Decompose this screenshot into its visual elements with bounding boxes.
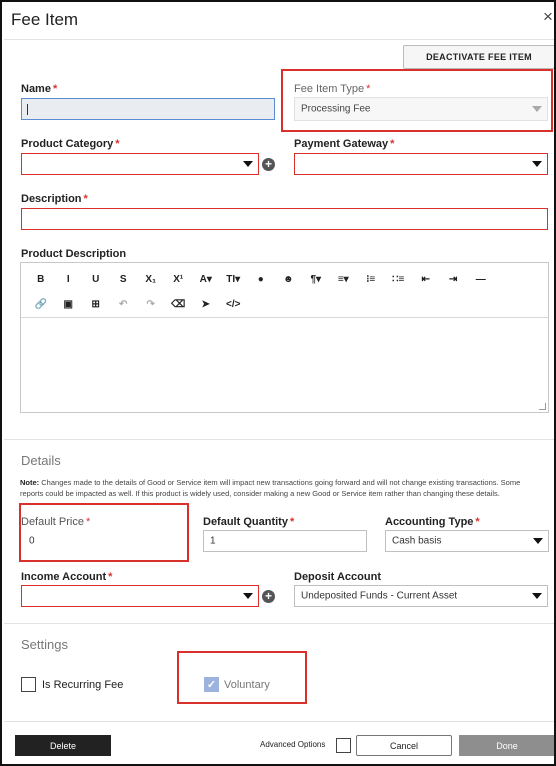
description-input[interactable] bbox=[21, 208, 548, 230]
select-cursor-icon[interactable]: ➤ bbox=[201, 298, 210, 310]
eraser-icon[interactable]: ⌫ bbox=[171, 298, 186, 310]
default-price-input[interactable]: 0 bbox=[21, 530, 185, 552]
voluntary-label: Voluntary bbox=[224, 679, 270, 691]
rich-text-editor bbox=[20, 262, 549, 413]
editor-toolbar-row1 bbox=[27, 268, 495, 290]
fee-item-type-select[interactable]: Processing Fee bbox=[294, 97, 548, 121]
default-quantity-input[interactable]: 1 bbox=[203, 530, 367, 552]
close-icon[interactable]: × bbox=[543, 7, 553, 26]
details-note: Note: Changes made to the details of Good or Service item will impact new transactions going forward and will not change existing transactions. Some reports could be impacted as well. If this product is widely used, consider making a new Good or Service item rather than changing these details. bbox=[20, 478, 521, 498]
chevron-down-icon bbox=[243, 593, 253, 599]
unordered-list-icon[interactable]: ∷≡ bbox=[392, 273, 405, 285]
superscript-icon[interactable]: X¹ bbox=[173, 273, 184, 285]
chevron-down-icon bbox=[533, 538, 543, 544]
deposit-account-select[interactable]: Undeposited Funds - Current Asset bbox=[294, 585, 548, 607]
default-price-label: Default Price * bbox=[21, 516, 91, 528]
chevron-down-icon bbox=[532, 106, 542, 112]
voluntary-highlight bbox=[177, 651, 307, 704]
table-icon[interactable]: ⊞ bbox=[91, 298, 100, 310]
subscript-icon[interactable]: X₁ bbox=[145, 273, 157, 285]
product-category-label: Product Category * bbox=[21, 138, 120, 150]
editor-content-area[interactable] bbox=[21, 318, 548, 412]
bold-icon[interactable]: B bbox=[37, 273, 45, 285]
deactivate-fee-item-button[interactable]: DEACTIVATE FEE ITEM bbox=[403, 45, 555, 69]
deposit-account-label: Deposit Account bbox=[294, 571, 381, 583]
emoji-icon[interactable]: ☻ bbox=[282, 273, 294, 285]
cancel-button[interactable]: Cancel bbox=[356, 735, 452, 756]
editor-toolbar-row2 bbox=[27, 293, 247, 315]
paragraph-format-icon[interactable]: ¶▾ bbox=[310, 273, 322, 285]
income-account-label: Income Account * bbox=[21, 571, 113, 583]
link-icon[interactable]: 🔗 bbox=[34, 298, 47, 310]
chevron-down-icon bbox=[532, 161, 542, 167]
ink-drop-icon[interactable]: ● bbox=[257, 273, 264, 285]
accounting-type-select[interactable]: Cash basis bbox=[385, 530, 549, 552]
font-color-icon[interactable]: A▾ bbox=[199, 273, 212, 285]
details-heading: Details bbox=[21, 453, 61, 468]
add-income-account-icon[interactable]: + bbox=[262, 590, 275, 603]
resize-handle-icon[interactable] bbox=[539, 403, 546, 410]
advanced-options-checkbox[interactable] bbox=[336, 738, 351, 753]
outdent-icon[interactable]: ⇤ bbox=[421, 273, 430, 285]
voluntary-checkbox[interactable]: ✓ bbox=[204, 677, 219, 692]
text-cursor bbox=[27, 104, 28, 115]
redo-icon[interactable]: ↷ bbox=[146, 298, 155, 310]
name-label: Name * bbox=[21, 83, 58, 95]
payment-gateway-label: Payment Gateway * bbox=[294, 138, 395, 150]
section-divider bbox=[4, 439, 554, 440]
footer-divider bbox=[4, 721, 554, 722]
italic-icon[interactable]: I bbox=[66, 273, 70, 285]
product-category-select[interactable] bbox=[21, 153, 259, 175]
default-quantity-label: Default Quantity * bbox=[203, 516, 295, 528]
description-label: Description * bbox=[21, 193, 88, 205]
recurring-fee-label: Is Recurring Fee bbox=[42, 679, 124, 691]
horizontal-line-icon[interactable]: — bbox=[475, 273, 486, 285]
code-view-icon[interactable]: </> bbox=[226, 298, 241, 310]
recurring-fee-checkbox[interactable] bbox=[21, 677, 36, 692]
ordered-list-icon[interactable]: ⁝≡ bbox=[366, 273, 376, 285]
header-divider bbox=[4, 39, 554, 40]
accounting-type-label: Accounting Type * bbox=[385, 516, 480, 528]
indent-icon[interactable]: ⇥ bbox=[449, 273, 458, 285]
chevron-down-icon bbox=[532, 593, 542, 599]
advanced-options-label: Advanced Options bbox=[260, 740, 326, 749]
add-category-icon[interactable]: + bbox=[262, 158, 275, 171]
align-icon[interactable]: ≡▾ bbox=[337, 273, 349, 285]
name-input[interactable] bbox=[21, 98, 275, 120]
delete-button[interactable]: Delete bbox=[15, 735, 111, 756]
image-icon[interactable]: ▣ bbox=[63, 298, 73, 310]
underline-icon[interactable]: U bbox=[92, 273, 100, 285]
undo-icon[interactable]: ↶ bbox=[119, 298, 128, 310]
product-description-label: Product Description bbox=[21, 248, 127, 260]
font-size-icon[interactable]: TI▾ bbox=[226, 273, 241, 285]
done-button[interactable]: Done bbox=[459, 735, 555, 756]
fee-item-type-label: Fee Item Type * bbox=[294, 83, 371, 95]
strikethrough-icon[interactable]: S bbox=[119, 273, 127, 285]
dialog-title: Fee Item bbox=[11, 10, 79, 29]
section-divider bbox=[4, 623, 554, 624]
chevron-down-icon bbox=[243, 161, 253, 167]
settings-heading: Settings bbox=[21, 637, 68, 652]
income-account-select[interactable] bbox=[21, 585, 259, 607]
payment-gateway-select[interactable] bbox=[294, 153, 548, 175]
